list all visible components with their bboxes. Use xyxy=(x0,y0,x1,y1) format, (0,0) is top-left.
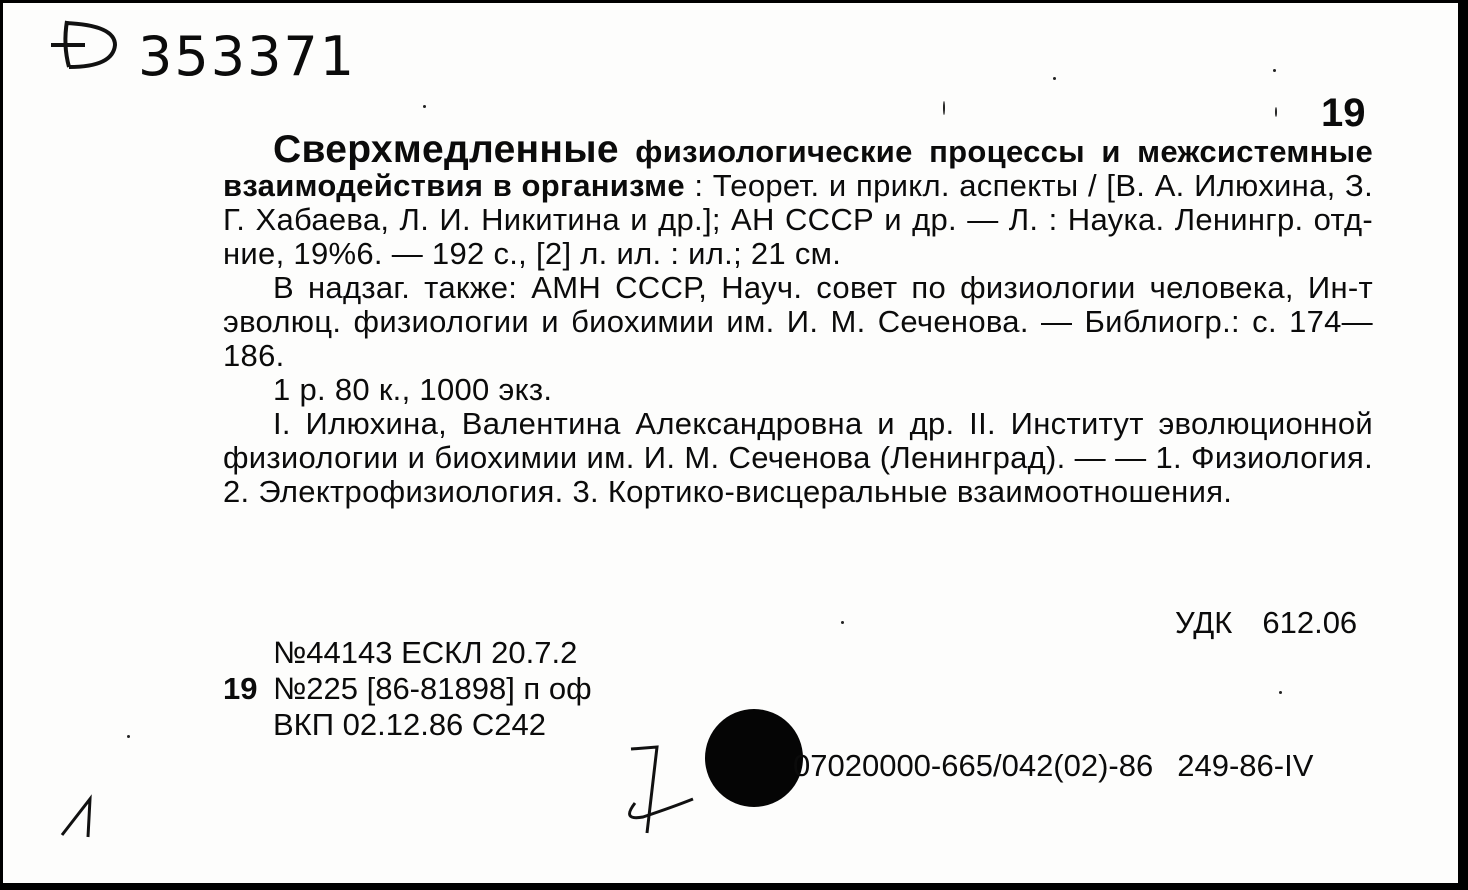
title-rest: физиологические процессы и межсистемные взаимодействия в организме xyxy=(223,134,1373,203)
reg-prefix: 19 xyxy=(223,671,258,706)
note-tracings: I. Илюхина, Валентина Александровна и др. II. Институт эволюционной физиологии и биохимии им. И. М. Сеченова (Ленинград). — — 1. Физиология. 2. Электрофизиология. 3. Кортико-висцеральные взаимоотношения. xyxy=(223,406,1373,509)
stamp-letter-mark xyxy=(45,15,125,77)
bibliographic-description xyxy=(223,128,1373,271)
speck xyxy=(423,105,426,108)
description-rest: : Теорет. и прикл. аспекты / [В. А. Илюхина, З. Г. Хабаева, Л. И. Никитина и др.]; АН СССР и др. — Л. : Наука. Ленингр. отд-ние, 19%6. — 192 с., [2] л. ил. : ил.; 21 см. xyxy=(223,168,1373,271)
speck xyxy=(1279,691,1282,694)
corner-number: 19 xyxy=(1321,91,1366,135)
stamp-number: 353371 xyxy=(138,25,357,88)
speck xyxy=(943,101,945,115)
handwritten-mark-1 xyxy=(58,791,108,841)
speck xyxy=(1275,107,1277,117)
reg-line-3: ВКП 02.12.86 С242 xyxy=(273,707,547,742)
handwritten-mark-7 xyxy=(613,741,703,841)
catalog-card xyxy=(3,3,1463,887)
udk-value: 612.06 xyxy=(1262,605,1358,640)
reg-line-2: №225 [86-81898] п оф xyxy=(273,671,592,706)
title-word: Сверхмедленные xyxy=(273,128,619,171)
registration-block xyxy=(273,635,592,743)
isbn-line xyxy=(793,748,1313,784)
speck xyxy=(1053,77,1056,80)
speck xyxy=(127,735,130,738)
udk-line xyxy=(1175,605,1357,641)
speck xyxy=(841,621,844,624)
isbn-code: 07020000-665/042(02)-86 xyxy=(793,748,1154,783)
isbn-number: 249-86-IV xyxy=(1177,748,1314,783)
note-heading: В надзаг. также: АМН СССР, Науч. совет по физиологии человека, Ин-т эволюц. физиологии и биохимии им. И. М. Сеченова. — Библиогр.: с. 174—186. xyxy=(223,270,1373,373)
note-price: 1 р. 80 к., 1000 экз. xyxy=(273,372,553,407)
description-block xyxy=(223,128,1373,509)
speck xyxy=(1273,69,1276,72)
reg-line-1: №44143 ЕСКЛ 20.7.2 xyxy=(273,635,578,670)
udk-label: УДК xyxy=(1175,605,1233,640)
punch-hole xyxy=(705,709,803,807)
